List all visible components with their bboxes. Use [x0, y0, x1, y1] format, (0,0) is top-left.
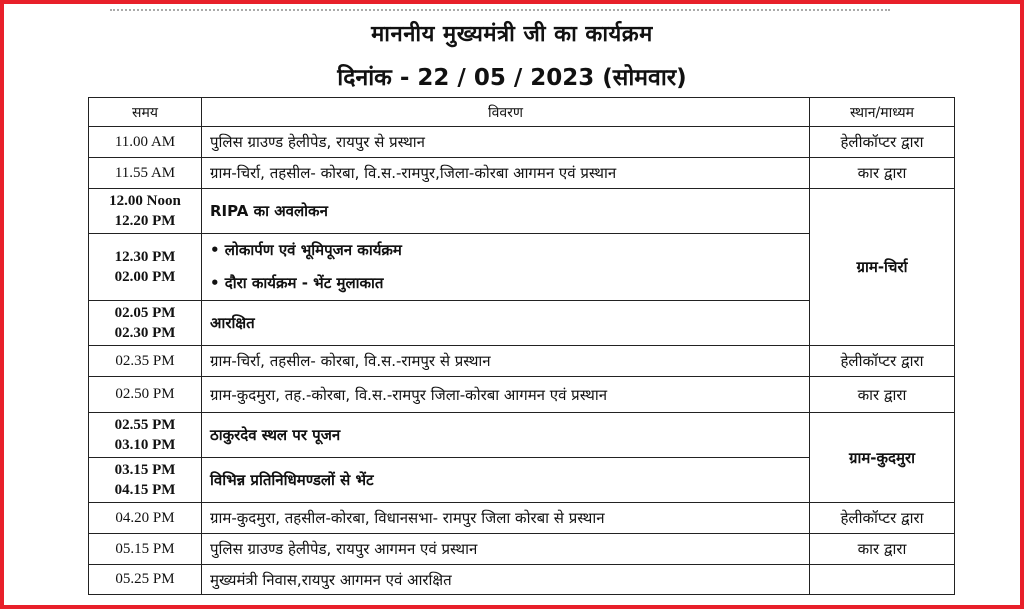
time-cell: [89, 503, 202, 534]
location-cell: ग्राम-कुदमुरा: [810, 413, 955, 503]
time-value: 05.15 PM: [115, 540, 175, 557]
description-cell: मुख्यमंत्री निवास,रायपुर आगमन एवं आरक्षित: [202, 565, 810, 595]
mode-cell: कार द्वारा: [810, 377, 955, 413]
time-value: 11.55 AM: [114, 164, 176, 181]
mode-cell: [810, 565, 955, 595]
description-cell: [202, 234, 810, 301]
time-cell: [89, 413, 202, 458]
time-cell: [89, 565, 202, 595]
time-cell: [89, 234, 202, 301]
time-start: 12.00 Noon: [109, 193, 181, 209]
description-cell: ग्राम-चिर्रा, तहसील- कोरबा, वि.स.-रामपुर,जिला-कोरबा आगमन एवं प्रस्थान: [202, 158, 810, 189]
document-date: दिनांक - 22 / 05 / 2023 (सोमवार): [337, 65, 687, 91]
column-header-time: समय: [89, 98, 202, 127]
time-cell: [89, 534, 202, 565]
table-header-row: [89, 98, 955, 127]
time-value: 02.50 PM: [115, 386, 175, 402]
table-row: [89, 189, 955, 234]
table-row: [89, 534, 955, 565]
time-end: 02.00 PM: [114, 269, 176, 285]
schedule-table: [88, 97, 955, 595]
description-cell: आरक्षित: [202, 301, 810, 346]
table-row: [89, 346, 955, 377]
top-divider: [110, 9, 890, 11]
time-end: 02.30 PM: [114, 325, 176, 341]
time-start: 03.15 PM: [114, 462, 176, 478]
time-start: 12.30 PM: [114, 249, 176, 265]
time-end: 03.10 PM: [114, 437, 176, 453]
time-cell: [89, 377, 202, 413]
table-row: [89, 413, 955, 458]
description-cell: ग्राम-कुदमुरा, तह.-कोरबा, वि.स.-रामपुर जिला-कोरबा आगमन एवं प्रस्थान: [202, 377, 810, 413]
mode-cell: कार द्वारा: [810, 534, 955, 565]
column-header-description: विवरण: [202, 98, 810, 127]
table-row: [89, 158, 955, 189]
table-row: [89, 503, 955, 534]
time-cell: [89, 158, 202, 189]
mode-cell: हेलीकॉप्टर द्वारा: [810, 346, 955, 377]
time-cell: [89, 189, 202, 234]
bullet-item: • दौरा कार्यक्रम - भेंट मुलाकात: [210, 274, 384, 292]
location-cell: ग्राम-चिर्रा: [810, 189, 955, 346]
mode-cell: हेलीकॉप्टर द्वारा: [810, 127, 955, 158]
time-start: 02.55 PM: [114, 417, 176, 433]
table-row: [89, 377, 955, 413]
description-cell: पुलिस ग्राउण्ड हेलीपेड, रायपुर आगमन एवं प्रस्थान: [202, 534, 810, 565]
bullet-item: • लोकार्पण एवं भूमिपूजन कार्यक्रम: [210, 241, 402, 259]
time-start: 02.05 PM: [114, 305, 176, 321]
time-cell: [89, 127, 202, 158]
time-end: 12.20 PM: [114, 213, 176, 229]
time-value: 02.35 PM: [115, 352, 175, 369]
mode-cell: कार द्वारा: [810, 158, 955, 189]
description-cell: RIPA का अवलोकन: [202, 189, 810, 234]
table-row: [89, 565, 955, 595]
time-cell: [89, 346, 202, 377]
description-cell: ठाकुरदेव स्थल पर पूजन: [202, 413, 810, 458]
description-cell: ग्राम-चिर्रा, तहसील- कोरबा, वि.स.-रामपुर से प्रस्थान: [202, 346, 810, 377]
column-header-mode: स्थान/माध्यम: [810, 98, 955, 127]
description-cell: विभिन्न प्रतिनिधिमण्डलों से भेंट: [202, 458, 810, 503]
mode-cell: हेलीकॉप्टर द्वारा: [810, 503, 955, 534]
time-value: 11.00 AM: [114, 133, 176, 150]
description-cell: ग्राम-कुदमुरा, तहसील-कोरबा, विधानसभा- रामपुर जिला कोरबा से प्रस्थान: [202, 503, 810, 534]
time-end: 04.15 PM: [114, 482, 176, 498]
time-value: 05.25 PM: [115, 571, 175, 587]
description-cell: पुलिस ग्राउण्ड हेलीपेड, रायपुर से प्रस्थान: [202, 127, 810, 158]
time-cell: [89, 301, 202, 346]
time-cell: [89, 458, 202, 503]
table-row: [89, 127, 955, 158]
document-title: माननीय मुख्यमंत्री जी का कार्यक्रम: [371, 22, 653, 47]
time-value: 04.20 PM: [115, 509, 175, 526]
